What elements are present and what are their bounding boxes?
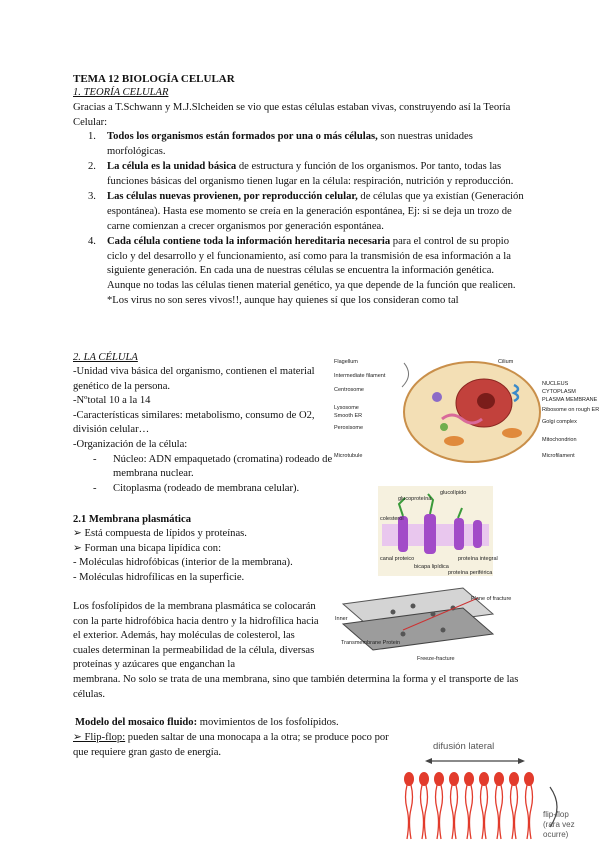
- lipid-head: [524, 772, 534, 786]
- flagellum-shape: [402, 363, 409, 387]
- section2-sub: - Citoplasma (rodeado de membrana celular).: [73, 482, 338, 497]
- membrane-label: bicapa lipídica: [414, 564, 449, 570]
- lipid-tail: [496, 785, 503, 839]
- cell-label: Microtubule: [334, 453, 363, 459]
- flipflop-note: (rara vez: [543, 820, 575, 829]
- lipid-tail: [511, 785, 518, 839]
- arrow-head: [518, 758, 525, 764]
- cell-label: NUCLEUS: [542, 381, 569, 387]
- lipid-head: [479, 772, 489, 786]
- fracture-label: Transmembrane Protein: [341, 640, 401, 646]
- phospholipid-paragraph: Los fosfolípidos de la membrana plasmática se colocarán con la parte hidrofóbica hacia dentro y la hidrofílica hacia el exterior. Además, hay moléculas de colesterol, las cuales determinan la permeabilidad de la célula, diversas proteínas y azúcares que enganchan la: [73, 601, 319, 671]
- nucleolus-shape: [477, 393, 495, 409]
- flipflop-text: ➢ Flip-flop: pueden saltar de una monocapa a la otra; se produce poco por que requiere gran gasto de energía.: [73, 732, 389, 758]
- list-item: 3. Las células nuevas provienen, por reproducción celular, de células que ya existían (Generación espontánea). Hasta ese momento se creía en la generación espontánea, Ej: si se deja un trozo de carne comienzan a crecer organismos por generación espontánea.: [88, 191, 524, 232]
- lipid-tail: [451, 785, 458, 839]
- section2-line: -Nºtotal 10 a la 14: [73, 395, 151, 407]
- section21-line: ➢ Forman una bicapa lipídica con:: [73, 542, 222, 554]
- lysosome-shape: [432, 392, 442, 402]
- lipid-head: [419, 772, 429, 786]
- section2-line: -Organización de la célula:: [73, 438, 188, 450]
- mosaic-heading: Modelo del mosaico fluido: movimientos de los fosfolípidos.: [75, 717, 339, 728]
- list-item: 4. Cada célula contiene toda la información hereditaria necesaria para el control de su propio ciclo y del desarrollo y el funcionamiento, así como para la transmisión de esa información a la siguiente generación. En cada una de nuestras células se encuentra la información genética. Aunque no todas las células tienen material genético, ya que depende de la función que realicen. *Los virus no son seres vivos!!, aunque hay quienes sí que los consideran como tal: [88, 236, 516, 306]
- list-item: 2. La célula es la unidad básica de estructura y función de los organismos. Por tanto, todas las funciones básicas del organismo tienen lugar en la célula: respiración, nutrición y reproducción.: [88, 161, 514, 187]
- lipid-head: [449, 772, 459, 786]
- peroxisome-shape: [440, 423, 448, 431]
- lipid-head: [434, 772, 444, 786]
- cell-diagram: [334, 355, 600, 473]
- section1-intro: Gracias a T.Schwann y M.J.Slcheiden se vio que estas células estaban vivas, construyendo así la Teoría Celular:: [73, 102, 511, 128]
- membrane-label: glucolípido: [440, 490, 467, 496]
- diffusion-title: difusión lateral: [433, 741, 495, 752]
- section21-list: [73, 527, 343, 585]
- section2-line: -Unidad viva básica del organismo, contienen el material genético de la persona.: [73, 366, 315, 392]
- cell-label: Smooth ER: [334, 413, 363, 419]
- lateral-diffusion-diagram: [395, 737, 585, 848]
- flipflop-note: ocurre): [543, 830, 569, 839]
- section21-line: ➢ Está compuesta de lípidos y proteínas.: [73, 528, 247, 539]
- doc-title: TEMA 12 BIOLOGÍA CELULAR: [73, 73, 235, 85]
- section21-heading: 2.1 Membrana plasmática: [73, 514, 191, 525]
- section1-heading: 1. TEORÍA CELULAR: [73, 87, 169, 98]
- lipid-head: [494, 772, 504, 786]
- lipid-tail: [526, 785, 533, 839]
- cell-label: Golgi complex: [542, 419, 577, 425]
- lipid-head: [404, 772, 414, 786]
- lipid-tail: [466, 785, 473, 839]
- arrow-head: [425, 758, 432, 764]
- list-item: 1. Todos los organismos están formados por una o más células, son nuestras unidades morfológicas.: [88, 131, 473, 157]
- flipflop-label: flip-flop: [543, 810, 569, 819]
- cell-label: CYTOPLASM: [542, 389, 576, 395]
- lipid-heads: [404, 772, 534, 839]
- freeze-fracture-diagram: [333, 584, 512, 662]
- cell-label: Intermediate filament: [334, 373, 386, 379]
- fracture-label: Inner: [335, 616, 348, 622]
- mitochondrion-shape: [502, 428, 522, 438]
- cell-label: Lysosome: [334, 405, 359, 411]
- lipid-head: [509, 772, 519, 786]
- lipid-head: [464, 772, 474, 786]
- membrane-label: glucoproteína: [398, 496, 432, 502]
- fracture-label: Freeze-fracture: [417, 656, 455, 662]
- section21-line: - Moléculas hidrofílicas en la superficie.: [73, 571, 245, 583]
- section2-heading: 2. LA CÉLULA: [73, 352, 138, 363]
- cell-label: Microfilament: [542, 453, 575, 459]
- mitochondrion-shape: [444, 436, 464, 446]
- cell-label: Cilium: [498, 359, 514, 365]
- section2-body: [73, 365, 338, 496]
- section2-sub: - Núcleo: ADN empaquetado (cromatina) rodeado de membrana nuclear.: [73, 453, 338, 482]
- membrane-label: proteína integral: [458, 556, 498, 562]
- membrane-label: proteína periférica: [448, 570, 493, 576]
- phospholipid-paragraph-cont: membrana. No solo se trata de una membrana, sino que también determina la forma y el transporte de las células.: [73, 674, 519, 700]
- cell-label: Peroxisome: [334, 425, 364, 431]
- membrane-label: colesterol: [380, 516, 404, 522]
- cell-label: Flagellum: [334, 359, 358, 365]
- section2-line: -Características similares: metabolismo, consumo de O2, división celular…: [73, 409, 315, 436]
- lipid-tail: [436, 785, 443, 839]
- lipid-tail: [481, 785, 488, 839]
- cell-label: Ribosome on rough ER: [542, 407, 600, 413]
- membrane-label: canal proteico: [380, 556, 415, 562]
- cell-label: Mitochondrion: [542, 437, 577, 443]
- theory-list: [73, 130, 528, 309]
- section21-line: - Moléculas hidrofóbicas (interior de la membrana).: [73, 557, 293, 569]
- cell-label: Centrosome: [334, 387, 364, 393]
- cell-label: PLASMA MEMBRANE: [542, 397, 598, 403]
- fracture-label: Plane of fracture: [471, 596, 512, 602]
- lipid-tail: [406, 785, 413, 839]
- lipid-tail: [421, 785, 428, 839]
- membrane-diagram: [378, 486, 498, 576]
